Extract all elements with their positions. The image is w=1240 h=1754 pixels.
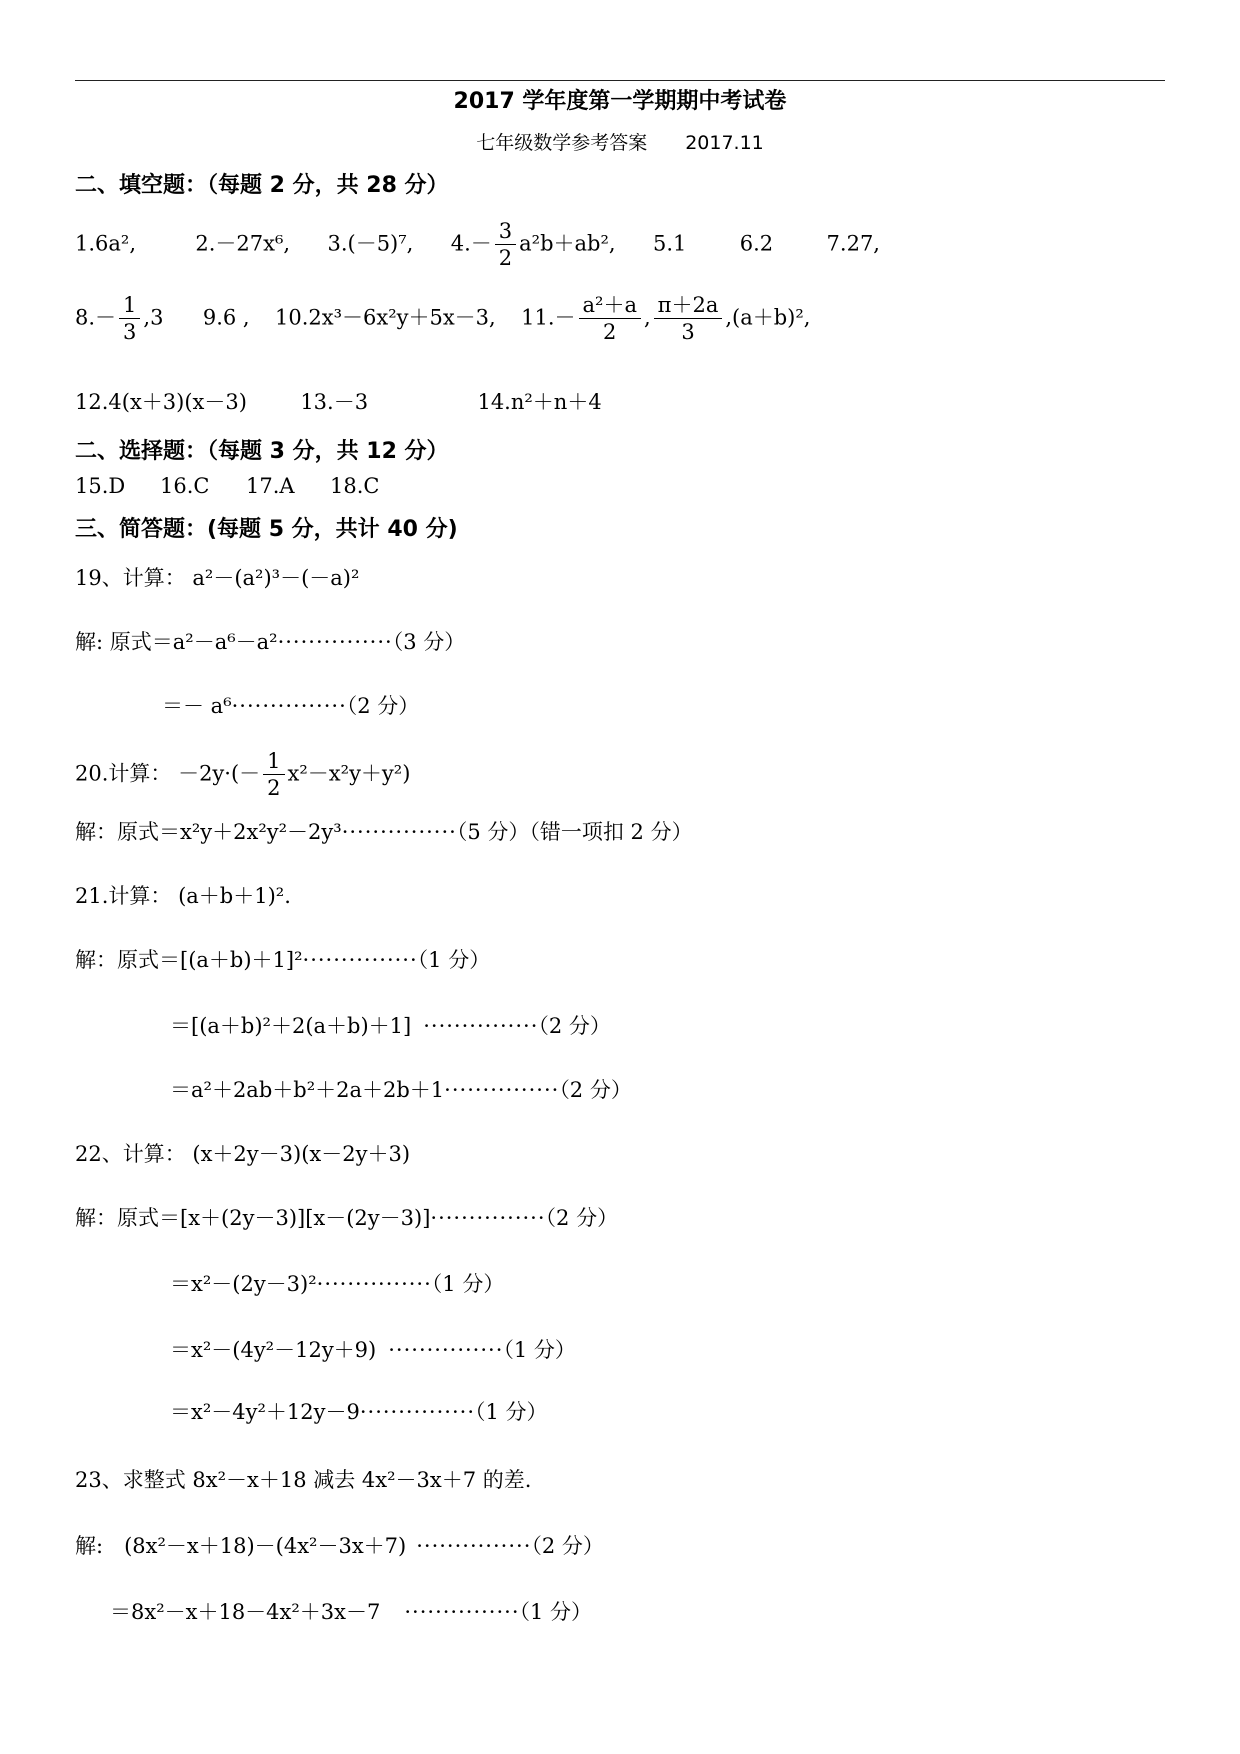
q19-step-2: [162, 690, 419, 720]
step-score: （2 分）: [559, 1078, 632, 1102]
fraction: $\frac{1}{2}$: [263, 748, 284, 802]
page-subtitle: 七年级数学参考答案 2017.11: [476, 132, 764, 154]
answer-6: 6.2: [739, 231, 774, 256]
q22-step-2: [170, 1268, 504, 1298]
fill-in-line-2: [75, 292, 810, 346]
step-expression: ＝a²＋2ab＋b²＋2a＋2b＋1: [170, 1078, 445, 1102]
step-expression: ＝x²－4y²＋12y－9: [170, 1400, 360, 1424]
answer-2: 2.－27x⁶,: [195, 231, 291, 256]
step-expression: 解: 原式＝a²－a⁶－a²: [75, 630, 278, 654]
answer-5: 5.1: [652, 231, 687, 256]
answer-14: 14.n²＋n＋4: [477, 390, 602, 414]
question-23: 23、求整式 8x²－x＋18 减去 4x²－3x＋7 的差.: [75, 1468, 532, 1492]
leader-dots: ···············: [231, 694, 347, 718]
section-heading-short-answer: 三、简答题：(每题 5 分，共计 40 分): [75, 517, 458, 542]
fraction: $\frac{1}{3}$: [119, 292, 140, 346]
leader-dots: ···············: [404, 1600, 520, 1624]
q19-step-1: [75, 626, 465, 656]
step-score: （1 分）: [475, 1400, 548, 1424]
leader-dots: ···············: [341, 820, 457, 844]
question-suffix: x²－x²y＋y²): [287, 761, 411, 786]
fraction: $\frac{\text{a²＋a}}{2}$: [579, 292, 641, 346]
leader-dots: ···············: [316, 1272, 432, 1296]
leader-dots: ···············: [359, 1400, 475, 1424]
choice-answer-17: 17.A: [246, 474, 295, 498]
answer-13: 13.－3: [300, 390, 369, 414]
step-expression: ＝x²－(4y²－12y＋9): [170, 1338, 377, 1362]
step-score: （1 分）: [431, 1272, 505, 1296]
step-score: （2 分）: [538, 1014, 611, 1038]
q23-step-2: [110, 1596, 592, 1626]
q23-step-1: [75, 1530, 604, 1560]
step-expression: 解: (8x²－x＋18)－(4x²－3x＋7): [75, 1534, 407, 1558]
fill-in-line-3: [75, 386, 602, 416]
step-score: （2 分）: [545, 1206, 619, 1230]
q22-step-1: [75, 1202, 618, 1232]
step-score: （1 分）: [417, 948, 491, 972]
answer-4-suffix: a²b＋ab²,: [519, 231, 616, 256]
answer-7: 7.27,: [826, 231, 880, 256]
q22-step-4: [170, 1396, 548, 1426]
step-score: （1 分）: [519, 1600, 593, 1624]
step-score: （5 分）（错一项扣 2 分）: [456, 820, 693, 844]
fraction: $\frac{\pi+2a}{3}$: [654, 292, 723, 346]
question-19: 19、计算： a²－(a²)³－(－a)²: [75, 566, 360, 590]
section-heading-choice: 二、选择题：（每题 3 分，共 12 分）: [75, 439, 449, 464]
step-expression: 解：原式＝[(a＋b)＋1]²: [75, 948, 303, 972]
step-expression: 解：原式＝[x＋(2y－3)][x－(2y－3)]: [75, 1206, 431, 1230]
answer-4-prefix: 4.－: [450, 231, 492, 256]
choice-answer-15: 15.D: [75, 474, 126, 498]
step-expression: 解：原式＝x²y＋2x²y²－2y³: [75, 820, 342, 844]
choice-answer-18: 18.C: [330, 474, 380, 498]
answer-3: 3.(－5)⁷,: [327, 231, 414, 256]
page-title: 2017 学年度第一学期期中考试卷: [453, 89, 787, 114]
answer-1: 1.6a²,: [75, 231, 137, 256]
question-22: 22、计算： (x＋2y－3)(x－2y＋3): [75, 1142, 411, 1166]
comma: ,: [643, 305, 651, 330]
fill-in-line-1: [75, 218, 880, 272]
q21-step-3: [170, 1074, 632, 1104]
step-expression: ＝8x²－x＋18－4x²＋3x－7: [110, 1600, 381, 1624]
step-score: （2 分）: [531, 1534, 604, 1558]
fraction: $\frac{3}{2}$: [495, 218, 516, 272]
leader-dots: ···············: [423, 1014, 539, 1038]
answer-9: 9.6 ,: [202, 305, 250, 330]
step-expression: ＝x²－(2y－3)²: [170, 1272, 317, 1296]
leader-dots: ···············: [416, 1534, 532, 1558]
leader-dots: ···············: [302, 948, 418, 972]
leader-dots: ···············: [444, 1078, 560, 1102]
question-21: 21.计算： (a＋b＋1)².: [75, 884, 291, 908]
q22-step-3: [170, 1334, 576, 1364]
answer-8-prefix: 8.－: [75, 305, 117, 330]
question-prefix: 20.计算： －2y·(－: [75, 761, 261, 786]
answer-10: 10.2x³－6x²y＋5x－3,: [274, 305, 496, 330]
answer-11-suffix: ,(a＋b)²,: [725, 305, 811, 330]
step-expression: ＝[(a＋b)²＋2(a＋b)＋1]: [170, 1014, 412, 1038]
question-20: [75, 748, 410, 802]
answer-12: 12.4(x＋3)(x－3): [75, 390, 247, 414]
step-score: （1 分）: [503, 1338, 576, 1362]
answer-8-suffix: ,3: [143, 305, 164, 330]
step-score: （2 分）: [346, 694, 420, 718]
step-expression: ＝－ a⁶: [162, 694, 232, 718]
choice-answer-16: 16.C: [160, 474, 210, 498]
step-score: （3 分）: [392, 630, 466, 654]
q20-step-1: [75, 816, 693, 846]
answer-11-prefix: 11.－: [521, 305, 576, 330]
section-heading-fill-in: 二、填空题：（每题 2 分，共 28 分）: [75, 173, 449, 198]
leader-dots: ···············: [388, 1338, 504, 1362]
leader-dots: ···············: [277, 630, 393, 654]
top-rule: [75, 80, 1165, 81]
leader-dots: ···············: [430, 1206, 546, 1230]
q21-step-2: [170, 1010, 611, 1040]
q21-step-1: [75, 944, 490, 974]
